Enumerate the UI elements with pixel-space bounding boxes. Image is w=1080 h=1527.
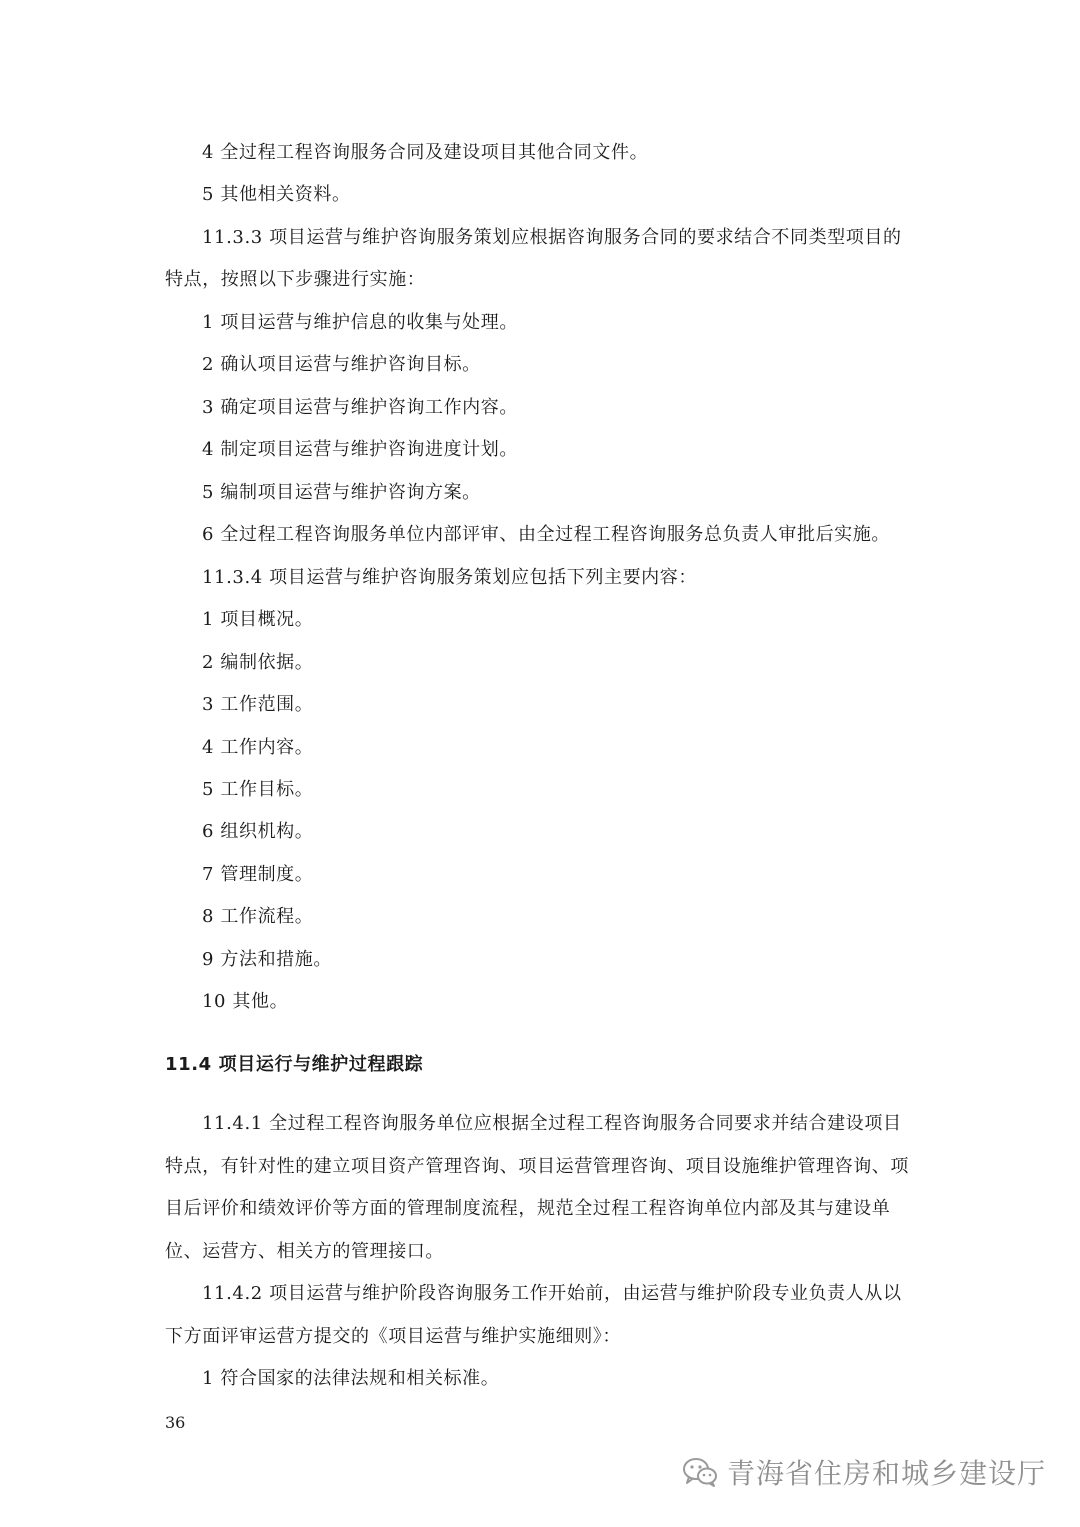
list-item: 3 确定项目运营与维护咨询工作内容。	[202, 397, 518, 418]
watermark	[681, 1452, 1046, 1492]
list-item: 4 工作内容。	[202, 737, 314, 758]
list-item: 7 管理制度。	[202, 864, 314, 885]
list-item: 1 符合国家的法律法规和相关标准。	[202, 1368, 500, 1389]
list-item: 5 其他相关资料。	[202, 184, 351, 205]
page-number: 36	[165, 1413, 186, 1432]
list-item: 1 项目运营与维护信息的收集与处理。	[202, 312, 518, 333]
wechat-icon	[681, 1456, 719, 1488]
list-item: 9 方法和措施。	[202, 949, 332, 970]
list-item: 2 确认项目运营与维护咨询目标。	[202, 354, 481, 375]
clause-text: 11.4.1 全过程工程咨询服务单位应根据全过程工程咨询服务合同要求并结合建设项目	[202, 1113, 902, 1134]
list-item: 4 制定项目运营与维护咨询进度计划。	[202, 439, 518, 460]
clause-text-continued: 下方面评审运营方提交的《项目运营与维护实施细则》：	[165, 1326, 621, 1347]
list-item: 2 编制依据。	[202, 652, 314, 673]
list-item: 5 编制项目运营与维护咨询方案。	[202, 482, 481, 503]
section-heading: 11.4 项目运行与维护过程跟踪	[165, 1054, 424, 1075]
list-item: 6 组织机构。	[202, 821, 314, 842]
list-item: 1 项目概况。	[202, 609, 314, 630]
list-item: 6 全过程工程咨询服务单位内部评审、由全过程工程咨询服务总负责人审批后实施。	[202, 524, 890, 545]
list-item: 10 其他。	[202, 991, 289, 1012]
clause-text: 11.4.2 项目运营与维护阶段咨询服务工作开始前，由运营与维护阶段专业负责人从以	[202, 1283, 902, 1304]
list-item: 5 工作目标。	[202, 779, 314, 800]
list-item: 8 工作流程。	[202, 906, 314, 927]
clause-text-continued: 目后评价和绩效评价等方面的管理制度流程，规范全过程工程咨询单位内部及其与建设单	[165, 1198, 891, 1219]
clause-text: 11.3.3 项目运营与维护咨询服务策划应根据咨询服务合同的要求结合不同类型项目的	[202, 227, 902, 248]
list-item: 4 全过程工程咨询服务合同及建设项目其他合同文件。	[202, 142, 649, 163]
watermark-text: 青海省住房和城乡建设厅	[726, 1457, 1046, 1490]
clause-text-continued: 特点，按照以下步骤进行实施：	[165, 269, 426, 290]
clause-text-continued: 位、运营方、相关方的管理接口。	[165, 1241, 444, 1262]
list-item: 3 工作范围。	[202, 694, 314, 715]
clause-text-continued: 特点，有针对性的建立项目资产管理咨询、项目运营管理咨询、项目设施维护管理咨询、项	[165, 1156, 909, 1177]
clause-text: 11.3.4 项目运营与维护咨询服务策划应包括下列主要内容：	[202, 567, 697, 588]
